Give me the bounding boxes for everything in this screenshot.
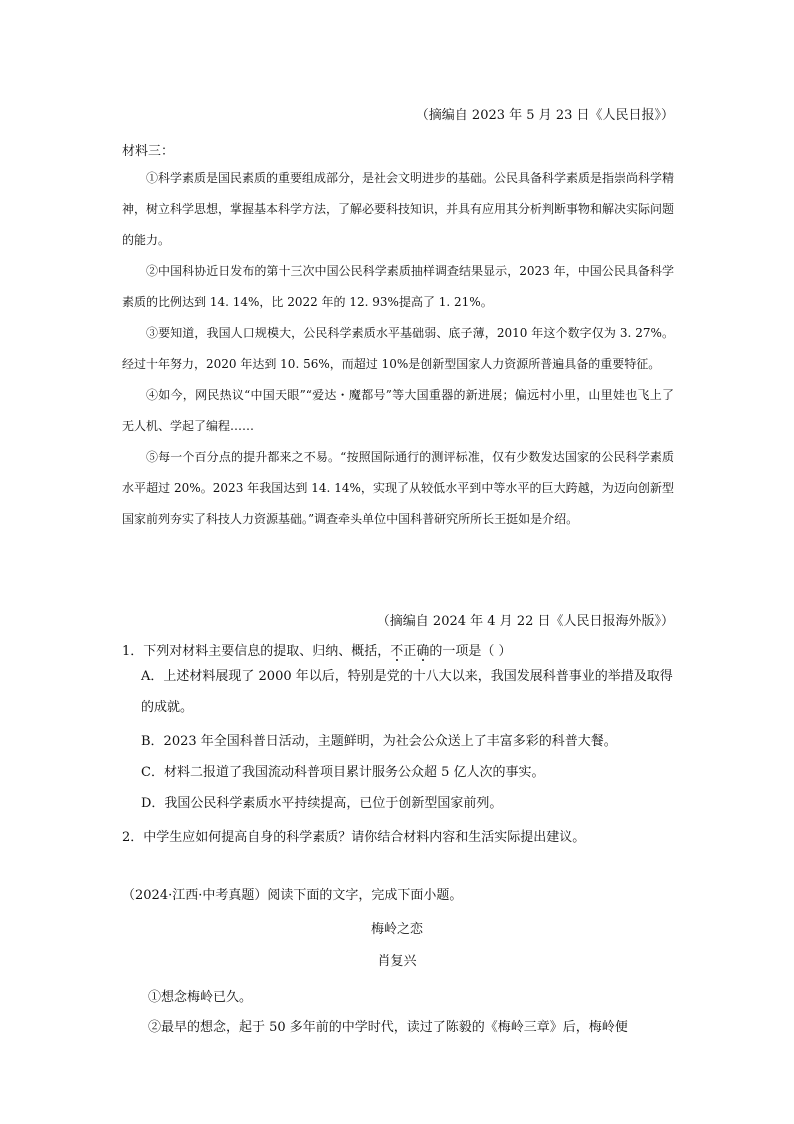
emphasis-char-bu: 不 <box>390 644 404 659</box>
material-3-paragraph: ⑤每一个百分点的提升都来之不易。“按照国际通行的测评标准，仅有少数发达国家的公民科学素质水平超过 20%。2023 年我国达到 14. 14%，实现了从较低水平到中等水平的巨大跨越，为迈向创新型国家前列夯实了科技人力资源基础。”调查牵头单位中国科普研究所所长王挺如是介绍。 <box>122 450 674 526</box>
question-2: 2．中学生应如何提高自身的科学素质？请你结合材料内容和生活实际提出建议。 <box>122 830 586 845</box>
question-1 <box>122 640 511 659</box>
question-1-mid: 正 <box>403 644 417 659</box>
material-3-label: 材料三： <box>122 144 175 159</box>
source-citation-1: （摘编自 2023 年 5 月 23 日《人民日报》） <box>415 108 674 123</box>
section-intro: （2024·江西·中考真题）阅读下面的文字，完成下面小题。 <box>122 888 463 903</box>
material-3-body <box>122 163 674 535</box>
material-3-paragraph: ②中国科协近日发布的第十三次中国公民科学素质抽样调查结果显示，2023 年，中国公民具备科学素质的比例达到 14. 14%，比 2022 年的 12. 93%提高了 1. 21%。 <box>122 264 674 309</box>
option-c: C．材料二报道了我国流动科普项目累计服务公众超 5 亿人次的事实。 <box>141 765 545 780</box>
option-b: B．2023 年全国科普日活动，主题鲜明，为社会公众送上了丰富多彩的科普大餐。 <box>141 734 617 749</box>
essay-paragraph-2: ②最早的想念，起于 50 多年前的中学时代，读过了陈毅的《梅岭三章》后，梅岭便 <box>148 1020 628 1035</box>
essay-author: 肖复兴 <box>377 954 417 969</box>
material-3-paragraph: ③要知道，我国人口规模大，公民科学素质水平基础弱、底子薄，2010 年这个数字仅为 3. 27%。经过十年努力，2020 年达到 10. 56%，而超过 10%是创新型国家人力资源所普遍具备的重要特征。 <box>122 326 674 371</box>
essay-title: 梅岭之恋 <box>370 922 423 937</box>
option-a: A．上述材料展现了 2000 年以后，特别是党的十八大以来，我国发展科普事业的举措及取得的成就。 <box>141 669 673 715</box>
option-d: D．我国公民科学素质水平持续提高，已位于创新型国家前列。 <box>141 796 503 811</box>
question-1-suffix: 的一项是（ ） <box>429 644 512 659</box>
material-3-paragraph: ④如今，网民热议“中国天眼”“爱达・魔都号”等大国重器的新进展；偏远村小里，山里娃也飞上了无人机、学起了编程…… <box>122 388 674 433</box>
source-citation-2: （摘编自 2024 年 4 月 22 日《人民日报海外版》） <box>376 614 674 629</box>
emphasis-char-que: 确 <box>416 644 430 659</box>
essay-paragraph-1: ①想念梅岭已久。 <box>148 990 253 1005</box>
question-1-prefix: 1．下列对材料主要信息的提取、归纳、概括， <box>122 644 391 659</box>
material-3-paragraph: ①科学素质是国民素质的重要组成部分，是社会文明进步的基础。公民具备科学素质是指崇尚科学精神，树立科学思想，掌握基本科学方法，了解必要科技知识，并具有应用其分析判断事物和解决实际问题的能力。 <box>122 171 675 247</box>
